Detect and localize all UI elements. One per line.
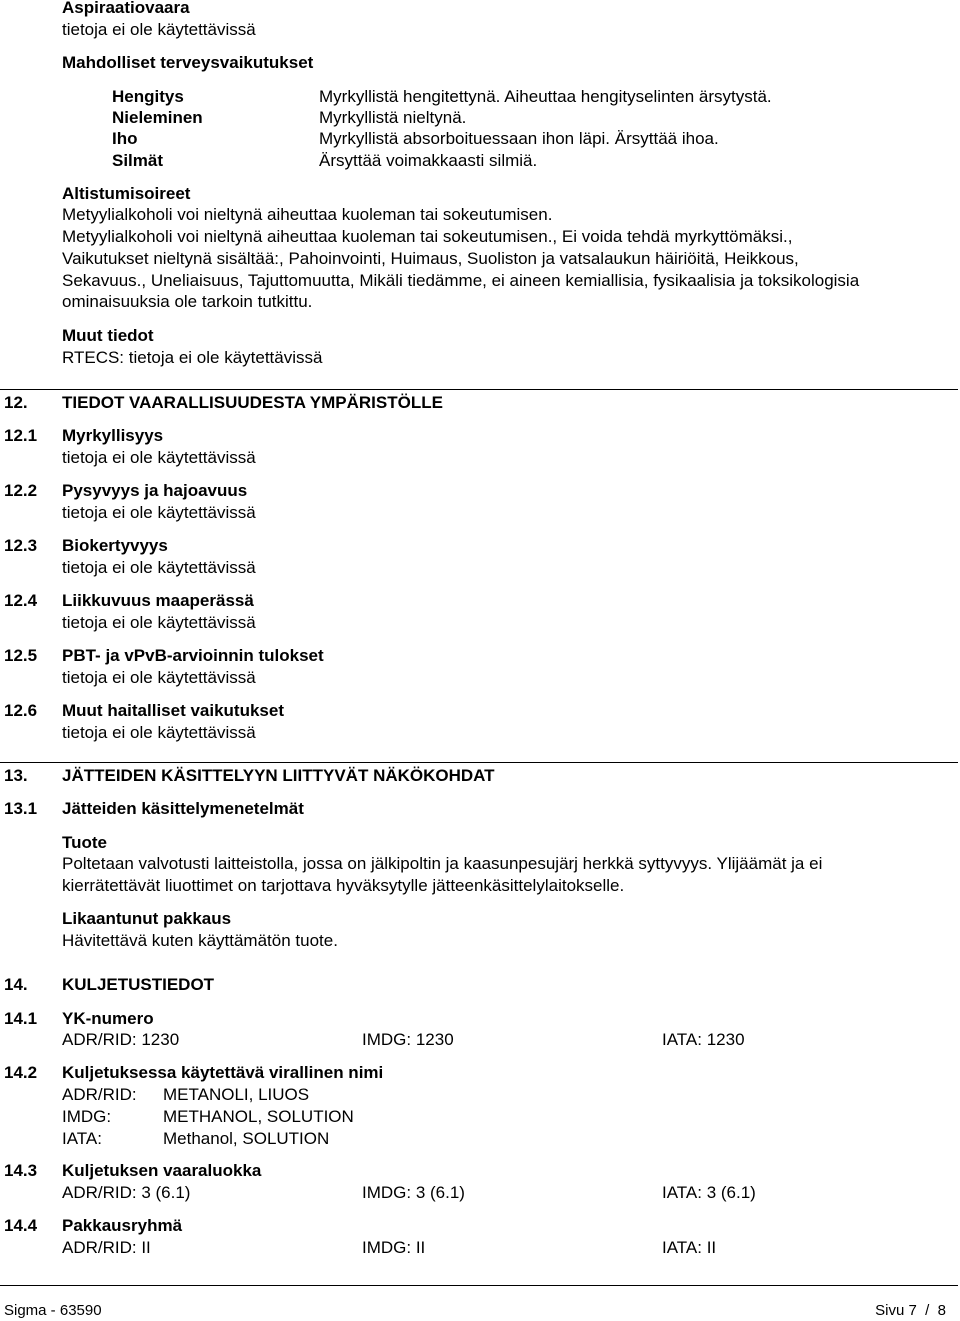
- symptoms-line: Metyylialkoholi voi nieltynä aiheuttaa kuoleman tai sokeutumisen.: [62, 205, 553, 224]
- shipping-name-label: IMDG:: [62, 1107, 112, 1126]
- disposal-methods-title: Jätteiden käsittelymenetelmät: [62, 799, 304, 818]
- subsection-title-toxicity: Myrkyllisyys: [62, 426, 164, 445]
- subsection-number: 12.5: [4, 646, 38, 665]
- un-number-title: YK-numero: [62, 1009, 154, 1028]
- rtecs-text: RTECS: tietoja ei ole käytettävissä: [62, 348, 323, 367]
- packaging-text: Hävitettävä kuten käyttämätön tuote.: [62, 931, 338, 950]
- product-text-line: Poltetaan valvotusti laitteistolla, jossa on jälkipoltin ja kaasunpesujärj herkkä syttyvyys. Ylijäämät ja ei: [62, 854, 823, 873]
- footer-rule: [0, 1285, 958, 1286]
- subsection-text: tietoja ei ole käytettävissä: [62, 448, 256, 467]
- shipping-name-label: ADR/RID:: [62, 1085, 137, 1104]
- section-14-number: 14.: [4, 975, 28, 994]
- section-12-number: 12.: [4, 393, 28, 412]
- symptoms-line: Sekavuus., Uneliaisuus, Tajuttomuutta, Mikäli tiedämme, ei aineen kemiallisia, fysikaalisia ja toksikologisia: [62, 271, 860, 290]
- subsection-number: 12.1: [4, 426, 38, 445]
- aspiration-text: tietoja ei ole käytettävissä: [62, 20, 256, 39]
- health-label-skin: Iho: [112, 129, 138, 148]
- footer-page-number: Sivu 7 / 8: [875, 1302, 946, 1319]
- health-text-inhalation: Myrkyllistä hengitettynä. Aiheuttaa hengityselinten ärsytystä.: [319, 87, 772, 106]
- shipping-name-label: IATA:: [62, 1129, 102, 1148]
- health-label-ingestion: Nieleminen: [112, 108, 203, 127]
- symptoms-line: ominaisuuksia ole tarkoin tutkittu.: [62, 292, 313, 311]
- subsection-text: tietoja ei ole käytettävissä: [62, 613, 256, 632]
- section-12-rule: [0, 389, 958, 390]
- product-title: Tuote: [62, 833, 108, 852]
- symptoms-line: Vaikutukset nieltynä sisältää:, Pahoinvointi, Huimaus, Suoliston ja vatsalaukun häiriöitä, Heikkous,: [62, 249, 799, 268]
- subsection-title-bioaccumulation: Biokertyvyys: [62, 536, 168, 555]
- shipping-name-value: METHANOL, SOLUTION: [163, 1107, 354, 1126]
- shipping-name-title: Kuljetuksessa käytettävä virallinen nimi: [62, 1063, 384, 1082]
- symptoms-line: Metyylialkoholi voi nieltynä aiheuttaa kuoleman tai sokeutumisen., Ei voida tehdä myrkyttömäksi.,: [62, 227, 793, 246]
- subsection-title-pbt: PBT- ja vPvB-arvioinnin tulokset: [62, 646, 324, 665]
- hazard-class-imdg: IMDG: 3 (6.1): [362, 1183, 465, 1202]
- subsection-number: 12.2: [4, 481, 38, 500]
- packaging-title: Likaantunut pakkaus: [62, 909, 232, 928]
- health-label-eyes: Silmät: [112, 151, 164, 170]
- subsection-number: 13.1: [4, 799, 38, 818]
- health-text-eyes: Ärsyttää voimakkaasti silmiä.: [319, 151, 538, 170]
- packing-group-iata: IATA: II: [662, 1238, 717, 1257]
- section-14-title: KULJETUSTIEDOT: [62, 975, 215, 994]
- un-imdg: IMDG: 1230: [362, 1030, 454, 1049]
- hazard-class-iata: IATA: 3 (6.1): [662, 1183, 756, 1202]
- other-info-title: Muut tiedot: [62, 326, 154, 345]
- subsection-text: tietoja ei ole käytettävissä: [62, 558, 256, 577]
- shipping-name-value: Methanol, SOLUTION: [163, 1129, 330, 1148]
- section-13-number: 13.: [4, 766, 28, 785]
- section-13-title: JÄTTEIDEN KÄSITTELYYN LIITTYVÄT NÄKÖKOHDAT: [62, 766, 495, 785]
- symptoms-title: Altistumisoireet: [62, 184, 191, 203]
- shipping-name-value: METANOLI, LIUOS: [163, 1085, 310, 1104]
- un-iata: IATA: 1230: [662, 1030, 745, 1049]
- subsection-title-other-effects: Muut haitalliset vaikutukset: [62, 701, 284, 720]
- subsection-number: 12.3: [4, 536, 38, 555]
- health-text-ingestion: Myrkyllistä nieltynä.: [319, 108, 467, 127]
- packing-group-title: Pakkausryhmä: [62, 1216, 183, 1235]
- subsection-number: 14.1: [4, 1009, 38, 1028]
- subsection-text: tietoja ei ole käytettävissä: [62, 668, 256, 687]
- subsection-number: 14.3: [4, 1161, 38, 1180]
- section-13-rule: [0, 762, 958, 763]
- subsection-text: tietoja ei ole käytettävissä: [62, 503, 256, 522]
- subsection-number: 14.2: [4, 1063, 38, 1082]
- hazard-class-title: Kuljetuksen vaaraluokka: [62, 1161, 262, 1180]
- health-label-inhalation: Hengitys: [112, 87, 184, 106]
- un-adr: ADR/RID: 1230: [62, 1030, 180, 1049]
- health-text-skin: Myrkyllistä absorboituessaan ihon läpi. Ärsyttää ihoa.: [319, 129, 719, 148]
- subsection-title-mobility: Liikkuvuus maaperässä: [62, 591, 254, 610]
- subsection-number: 12.4: [4, 591, 38, 610]
- subsection-number: 14.4: [4, 1216, 38, 1235]
- product-text-line: kierrätettävät liuottimet on tarjottava hyväksytylle jätteenkäsittelylaitokselle.: [62, 876, 625, 895]
- health-effects-title: Mahdolliset terveysvaikutukset: [62, 53, 314, 72]
- hazard-class-adr: ADR/RID: 3 (6.1): [62, 1183, 191, 1202]
- subsection-title-persistence: Pysyvyys ja hajoavuus: [62, 481, 248, 500]
- section-12-title: TIEDOT VAARALLISUUDESTA YMPÄRISTÖLLE: [62, 393, 443, 412]
- footer-product-id: Sigma - 63590: [4, 1302, 102, 1319]
- packing-group-adr: ADR/RID: II: [62, 1238, 151, 1257]
- subsection-text: tietoja ei ole käytettävissä: [62, 723, 256, 742]
- aspiration-title: Aspiraatiovaara: [62, 0, 190, 17]
- subsection-number: 12.6: [4, 701, 38, 720]
- packing-group-imdg: IMDG: II: [362, 1238, 426, 1257]
